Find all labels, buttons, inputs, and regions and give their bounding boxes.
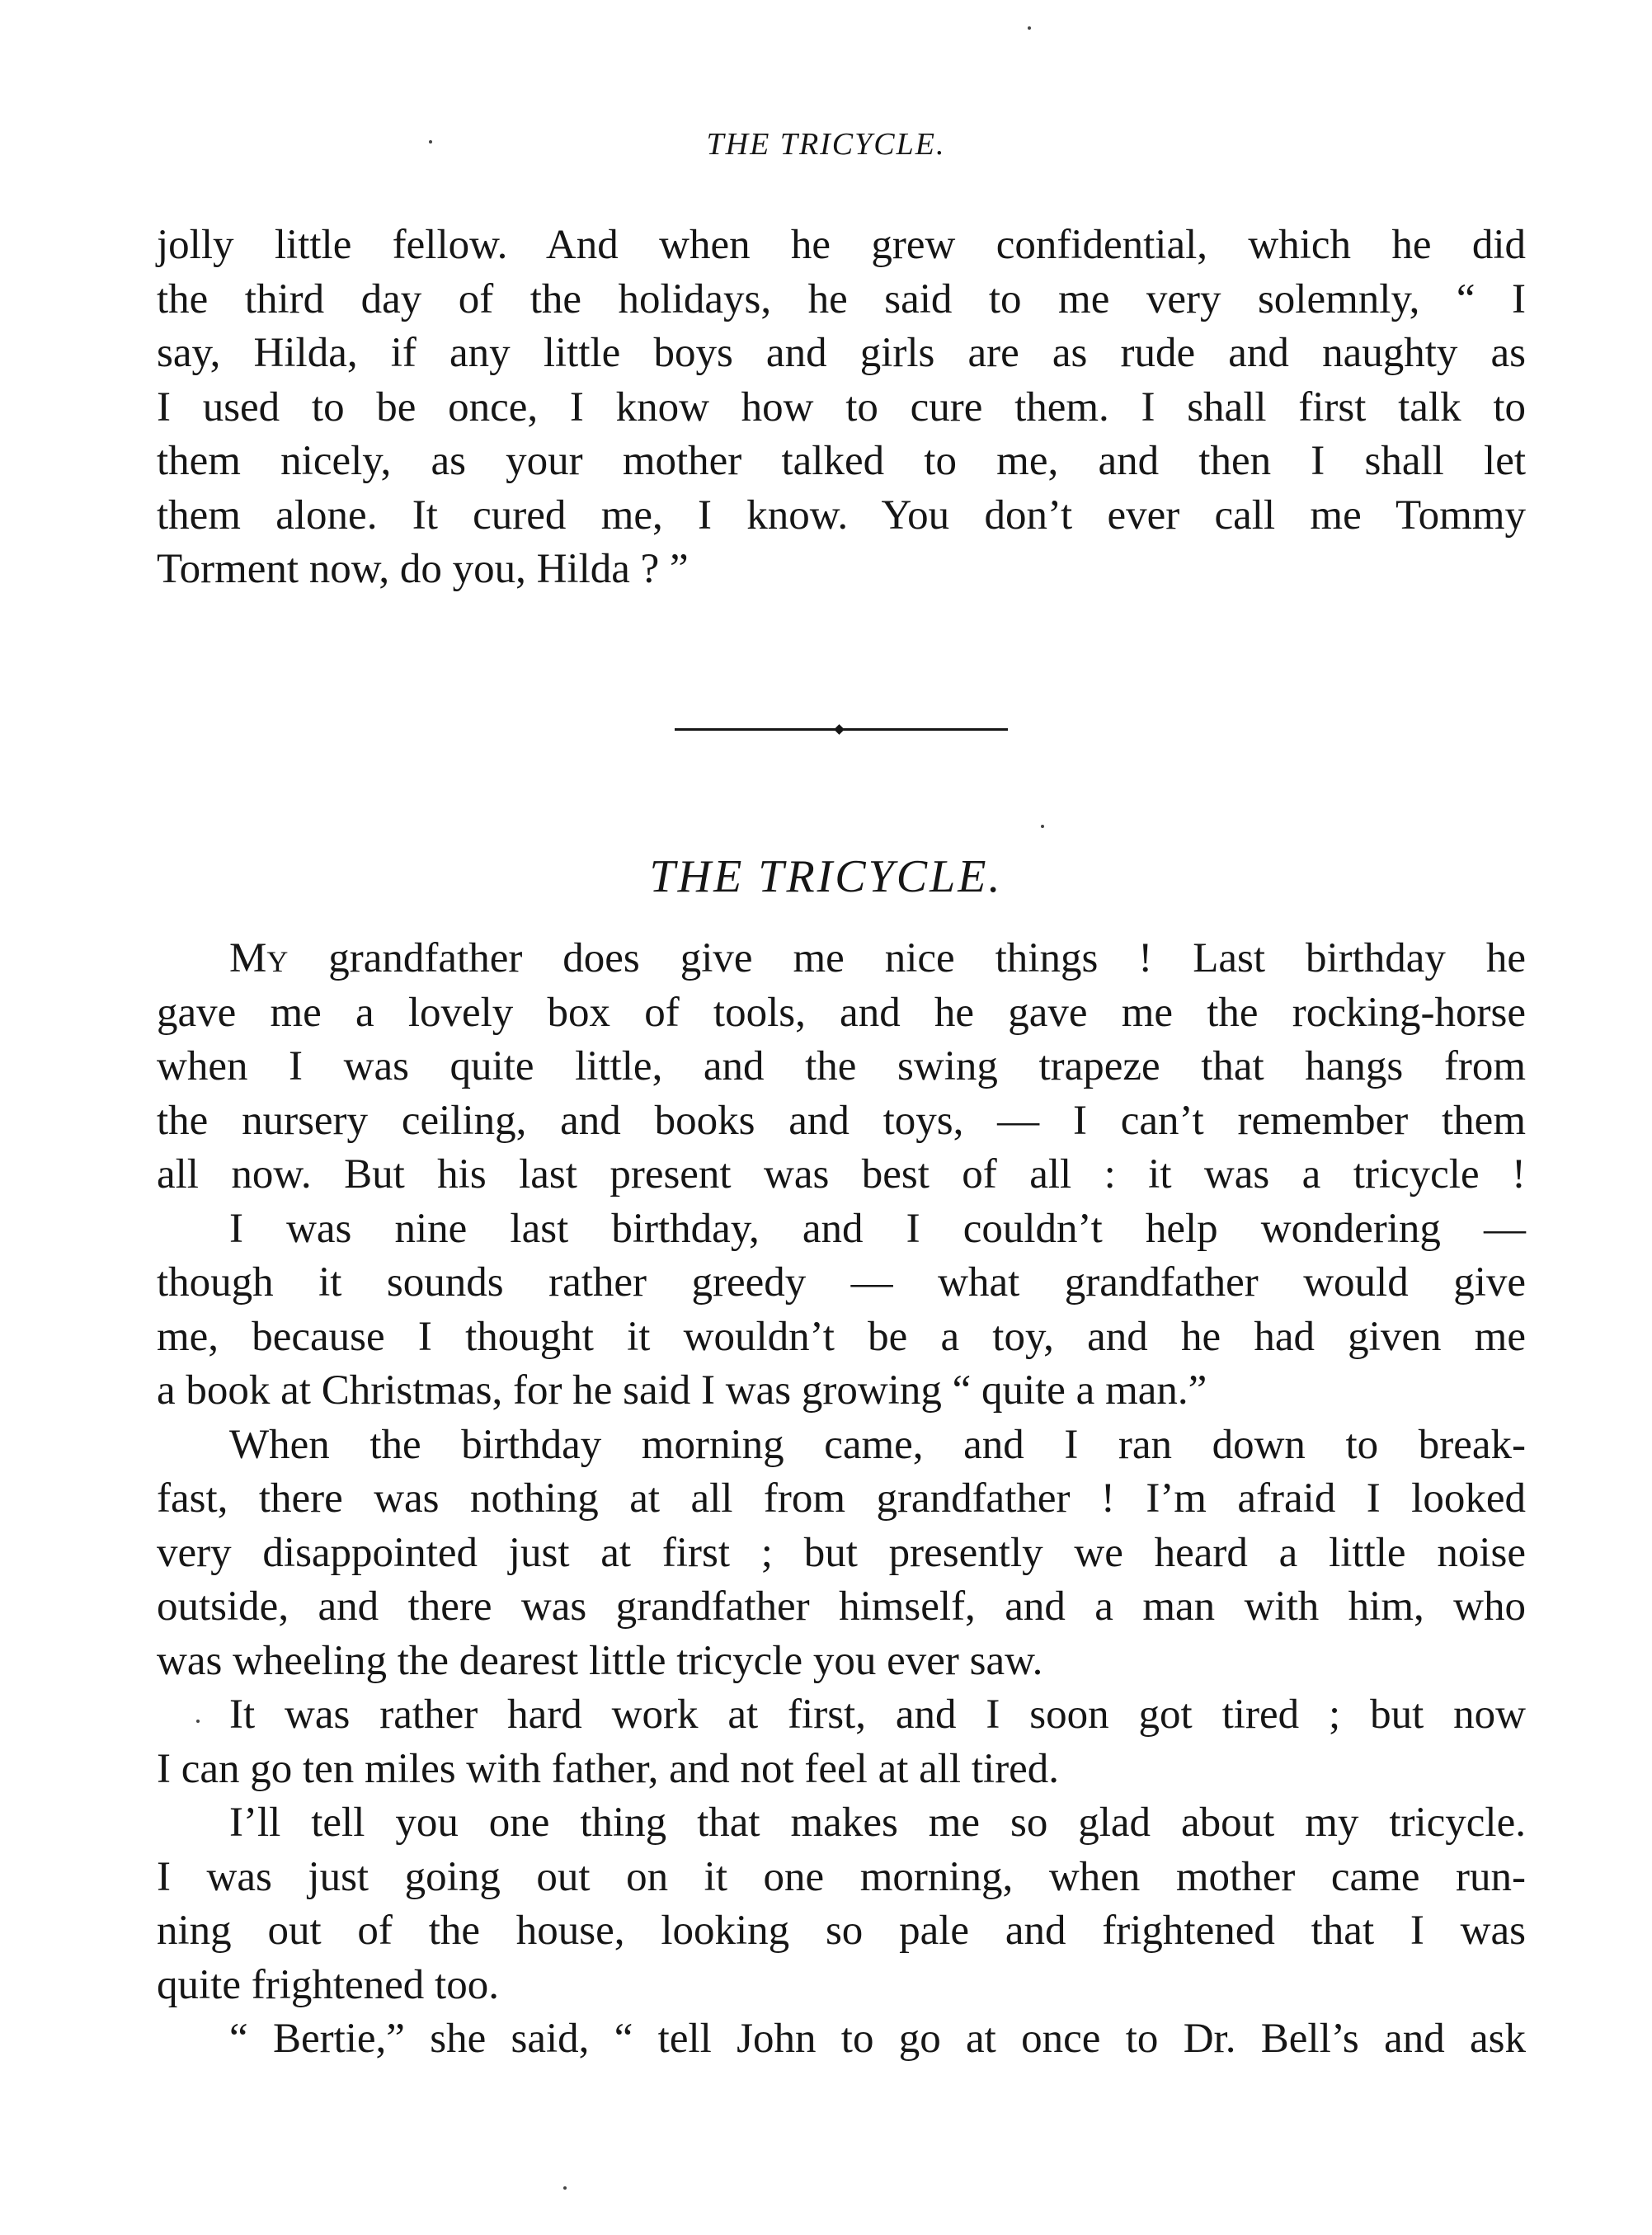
text-line: I used to be once, I know how to cure them. I shall first talk to bbox=[157, 383, 1526, 431]
paper-speck bbox=[1028, 26, 1031, 30]
text-line: Torment now, do you, Hilda ? ” bbox=[157, 546, 689, 592]
text-line: It was rather hard work at first, and I soon got tired ; but now bbox=[229, 1692, 1526, 1738]
text-line: I can go ten miles with father, and not feel at all tired. bbox=[157, 1745, 1060, 1792]
running-head: THE TRICYCLE. bbox=[706, 127, 946, 162]
paper-speck bbox=[196, 1720, 200, 1723]
paper-speck bbox=[563, 2186, 567, 2190]
text-line: I was just going out on it one morning, when mother came run- bbox=[157, 1853, 1526, 1900]
text-line: a book at Christmas, for he said I was growing “ quite a man.” bbox=[157, 1367, 1207, 1414]
text-line: quite frightened too. bbox=[157, 1961, 499, 2008]
text-line: all now. But his last present was best of all : it was a tricycle ! bbox=[157, 1151, 1526, 1197]
text-line: outside, and there was grandfather himself, and a man with him, who bbox=[157, 1583, 1526, 1630]
text-line: say, Hilda, if any little boys and girls are as rude and naughty as bbox=[157, 330, 1526, 376]
text-line: very disappointed just at first ; but presently we heard a little noise bbox=[157, 1529, 1526, 1576]
paper-speck bbox=[1041, 825, 1044, 828]
text-line: the third day of the holidays, he said to me very solemnly, “ I bbox=[157, 275, 1526, 322]
text-line: “ Bertie,” she said, “ tell John to go at once to Dr. Bell’s and ask bbox=[229, 2016, 1526, 2062]
text-line: ning out of the house, looking so pale and frightened that I was bbox=[157, 1908, 1526, 1954]
diamond-icon bbox=[834, 724, 845, 735]
chapter-title: THE TRICYCLE. bbox=[649, 851, 1003, 902]
text-line: I was nine last birthday, and I couldn’t help wondering — bbox=[229, 1205, 1526, 1252]
previous-story-ending bbox=[157, 219, 1526, 597]
section-divider-ornament bbox=[675, 726, 1008, 734]
text-line: was wheeling the dearest little tricycle you ever saw. bbox=[157, 1637, 1043, 1684]
text-line: When the birthday morning came, and I ran down to break- bbox=[229, 1421, 1526, 1468]
paper-speck bbox=[429, 140, 432, 144]
text-line: fast, there was nothing at all from grandfather ! I’m afraid I looked bbox=[157, 1475, 1526, 1522]
opening-line-text: grandfather does give me nice things ! Last birthday he bbox=[288, 935, 1526, 981]
text-line-opening bbox=[157, 932, 1526, 986]
text-line: jolly little fellow. And when he grew confidential, which he did bbox=[157, 222, 1526, 268]
text-line: the nursery ceiling, and books and toys, — I can’t remember them bbox=[157, 1097, 1526, 1144]
text-line: me, because I thought it wouldn’t be a toy, and he had given me bbox=[157, 1313, 1526, 1360]
text-line: though it sounds rather greedy — what grandfather would give bbox=[157, 1259, 1526, 1306]
text-line: I’ll tell you one thing that makes me so glad about my tricycle. bbox=[229, 1800, 1526, 1846]
opening-word: My bbox=[229, 935, 289, 981]
chapter-body bbox=[157, 932, 1526, 2067]
text-line: gave me a lovely box of tools, and he gave me the rocking-horse bbox=[157, 989, 1526, 1036]
text-line: them nicely, as your mother talked to me, and then I shall let bbox=[157, 438, 1526, 484]
text-line: when I was quite little, and the swing trapeze that hangs from bbox=[157, 1043, 1526, 1089]
text-line: them alone. It cured me, I know. You don’t ever call me Tommy bbox=[157, 492, 1526, 539]
